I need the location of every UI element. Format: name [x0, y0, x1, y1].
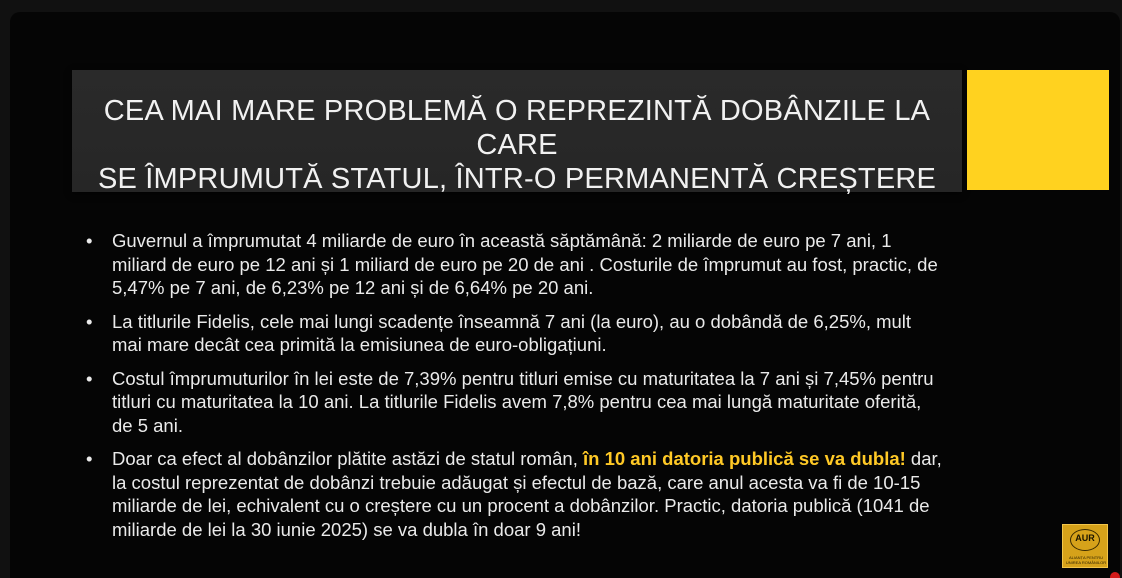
slide-title-line-2: SE ÎMPRUMUTĂ STATUL, ÎNTR-O PERMANENTĂ CREȘTERE: [97, 163, 937, 195]
slide-title-band: [72, 70, 962, 195]
bullet-item-3: [82, 367, 942, 438]
bullet-text-3: Costul împrumuturilor în lei este de 7,39% pentru titluri emise cu maturitatea la 7 ani și 7,45% pentru titluri cu maturitatea la 10 ani. La titlurile Fidelis avem 7,8% pentru cea mai lungă maturitate oferită, de 5 ani.: [112, 367, 934, 436]
bullet-list: [82, 229, 942, 551]
aur-logo: [1062, 524, 1108, 568]
bullet-text-4-highlight: în 10 ani datoria publică se va dubla!: [582, 448, 906, 469]
bullet-dot-icon: •: [86, 448, 93, 469]
presentation-slide: [10, 12, 1120, 578]
yellow-accent-square: [967, 70, 1109, 190]
bullet-dot-icon: •: [86, 367, 93, 389]
bullet-dot-icon: •: [86, 310, 93, 332]
logo-subtitle: ALIANȚA PENTRU UNIREA ROMÂNILOR: [1065, 555, 1107, 565]
bullet-item-1: [82, 229, 942, 300]
bullet-item-4: [82, 447, 942, 541]
bullet-text-2: La titlurile Fidelis, cele mai lungi scadențe înseamnă 7 ani (la euro), au o dobândă de 6,25%, mult mai mare decât cea primită la emisiunea de euro-obligațiuni.: [112, 310, 912, 355]
bullet-item-2: [82, 310, 942, 357]
slide-title-line-1: CEA MAI MARE PROBLEMĂ O REPREZINTĂ DOBÂNZILE LA CARE: [103, 95, 931, 161]
red-dot-icon: [1110, 572, 1120, 578]
bullet-text-4-after: dar, la costul reprezentat de dobânzi trebuie adăugat și efectul de bază, care anul acesta va fi de 10-15 miliarde de lei, echivalent cu o creștere cu un procent a dobânzilor. Practic, datoria publică (1041 de miliarde de lei la 30 iunie 2025) se va dubla în doar 9 ani!: [112, 448, 942, 540]
bullet-text-4-before: Doar ca efect al dobânzilor plătite astăzi de statul român,: [112, 448, 583, 469]
bullet-dot-icon: •: [86, 230, 93, 251]
bullet-text-1: Guvernul a împrumutat 4 miliarde de euro în această săptămână: 2 miliarde de euro pe 7 ani, 1 miliard de euro pe 12 ani și 1 miliard de euro pe 20 de ani . Costurile de împrumut au fost, practic, de 5,47% pe 7 ani, de 6,23% pe 12 ani și de 6,64% pe 20 ani.: [112, 230, 938, 298]
slide-title: [72, 94, 962, 196]
logo-text: AUR: [1075, 533, 1095, 543]
